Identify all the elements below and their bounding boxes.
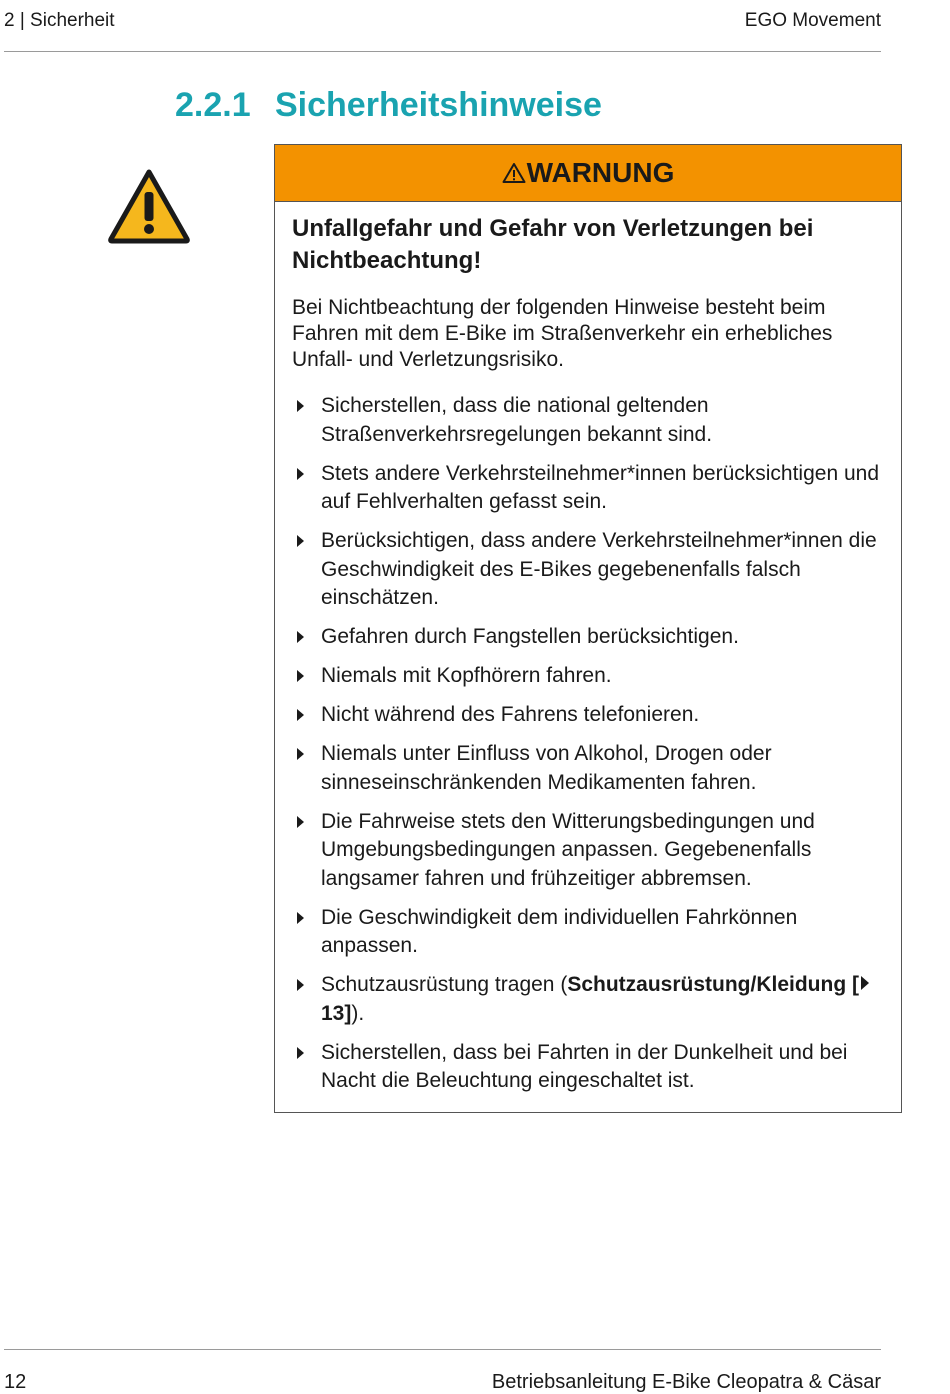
step-text: Die Fahrweise stets den Witterungsbedingungen und Umgebungsbedingungen anpassen. Gegebenenfalls langsamer fahren und frühzeitiger abbremsen. <box>321 809 815 890</box>
header-divider <box>4 51 881 52</box>
list-item <box>292 701 891 730</box>
bullet-arrow-icon <box>297 709 304 721</box>
step-text: Niemals unter Einfluss von Alkohol, Drogen oder sinneseinschränkenden Medikamenten fahren. <box>321 742 772 794</box>
xref-label: Schutzausrüstung/Kleidung <box>567 973 847 996</box>
list-item <box>292 623 891 652</box>
bullet-arrow-icon <box>297 816 304 828</box>
bullet-arrow-icon <box>297 400 304 412</box>
step-text: Die Geschwindigkeit dem individuellen Fahrkönnen anpassen. <box>321 905 798 957</box>
list-item <box>292 740 891 797</box>
bullet-arrow-icon <box>297 979 304 991</box>
bullet-arrow-icon <box>297 670 304 682</box>
list-item <box>292 460 891 517</box>
list-item <box>292 527 891 613</box>
step-text: Gefahren durch Fangstellen berücksichtigen. <box>321 625 739 648</box>
list-item <box>292 808 891 894</box>
warning-triangle-icon <box>107 168 191 244</box>
step-text: Nicht während des Fahrens telefonieren. <box>321 703 700 726</box>
step-text: Sicherstellen, dass bei Fahrten in der Dunkelheit und bei Nacht die Beleuchtung eingeschaltet ist. <box>321 1040 848 1092</box>
list-item <box>292 392 891 449</box>
bullet-arrow-icon <box>297 1047 304 1059</box>
hazard-statement: Unfallgefahr und Gefahr von Verletzungen bei Nichtbeachtung! <box>292 215 814 274</box>
step-text: Sicherstellen, dass die national geltenden Straßenverkehrsregelungen bekannt sind. <box>321 394 713 446</box>
document-title: Betriebsanleitung E-Bike Cleopatra & Cäsar <box>491 1371 881 1393</box>
step-text: Stets andere Verkehrsteilnehmer*innen berücksichtigen und auf Fehlverhalten gefasst sein. <box>321 461 880 513</box>
section-heading <box>175 84 602 126</box>
section-number: 2.2.1 <box>175 86 251 124</box>
consequence-text: Bei Nichtbeachtung der folgenden Hinweise besteht beim Fahren mit dem E-Bike im Straßenverkehr ein erhebliches Unfall- und Verletzungsrisiko. <box>292 296 833 371</box>
small-warning-icon <box>502 162 526 184</box>
list-item <box>292 1039 891 1096</box>
step-text: Schutzausrüstung tragen ( <box>321 973 568 996</box>
safety-steps-list <box>292 392 891 1096</box>
page-footer <box>4 1370 881 1394</box>
warning-body <box>275 202 901 1096</box>
list-item <box>292 662 891 691</box>
warning-box <box>274 144 902 1113</box>
list-item <box>292 904 891 961</box>
bullet-arrow-icon <box>297 748 304 760</box>
brand-label: EGO Movement <box>744 10 881 31</box>
list-item <box>292 971 891 1028</box>
step-text: Berücksichtigen, dass andere Verkehrsteilnehmer*innen die Geschwindigkeit des E-Bikes gegebenenfalls falsch einschätzen. <box>321 529 877 609</box>
page-number: 12 <box>4 1371 27 1393</box>
xref-arrow-icon <box>861 976 869 990</box>
signal-word <box>502 157 675 189</box>
chapter-label: 2 | Sicherheit <box>4 10 115 31</box>
bullet-arrow-icon <box>297 468 304 480</box>
warning-header <box>275 145 901 202</box>
xref-page: 13] <box>321 1001 352 1025</box>
page-header <box>4 9 881 33</box>
bullet-arrow-icon <box>297 912 304 924</box>
step-closing: ). <box>351 1001 365 1025</box>
step-text: Niemals mit Kopfhörern fahren. <box>321 664 612 687</box>
signal-word-text: WARNUNG <box>526 157 675 188</box>
footer-divider <box>4 1349 881 1350</box>
bullet-arrow-icon <box>297 535 304 547</box>
xref-open-bracket: [ <box>852 973 859 996</box>
bullet-arrow-icon <box>297 631 304 643</box>
section-title: Sicherheitshinweise <box>275 86 602 124</box>
